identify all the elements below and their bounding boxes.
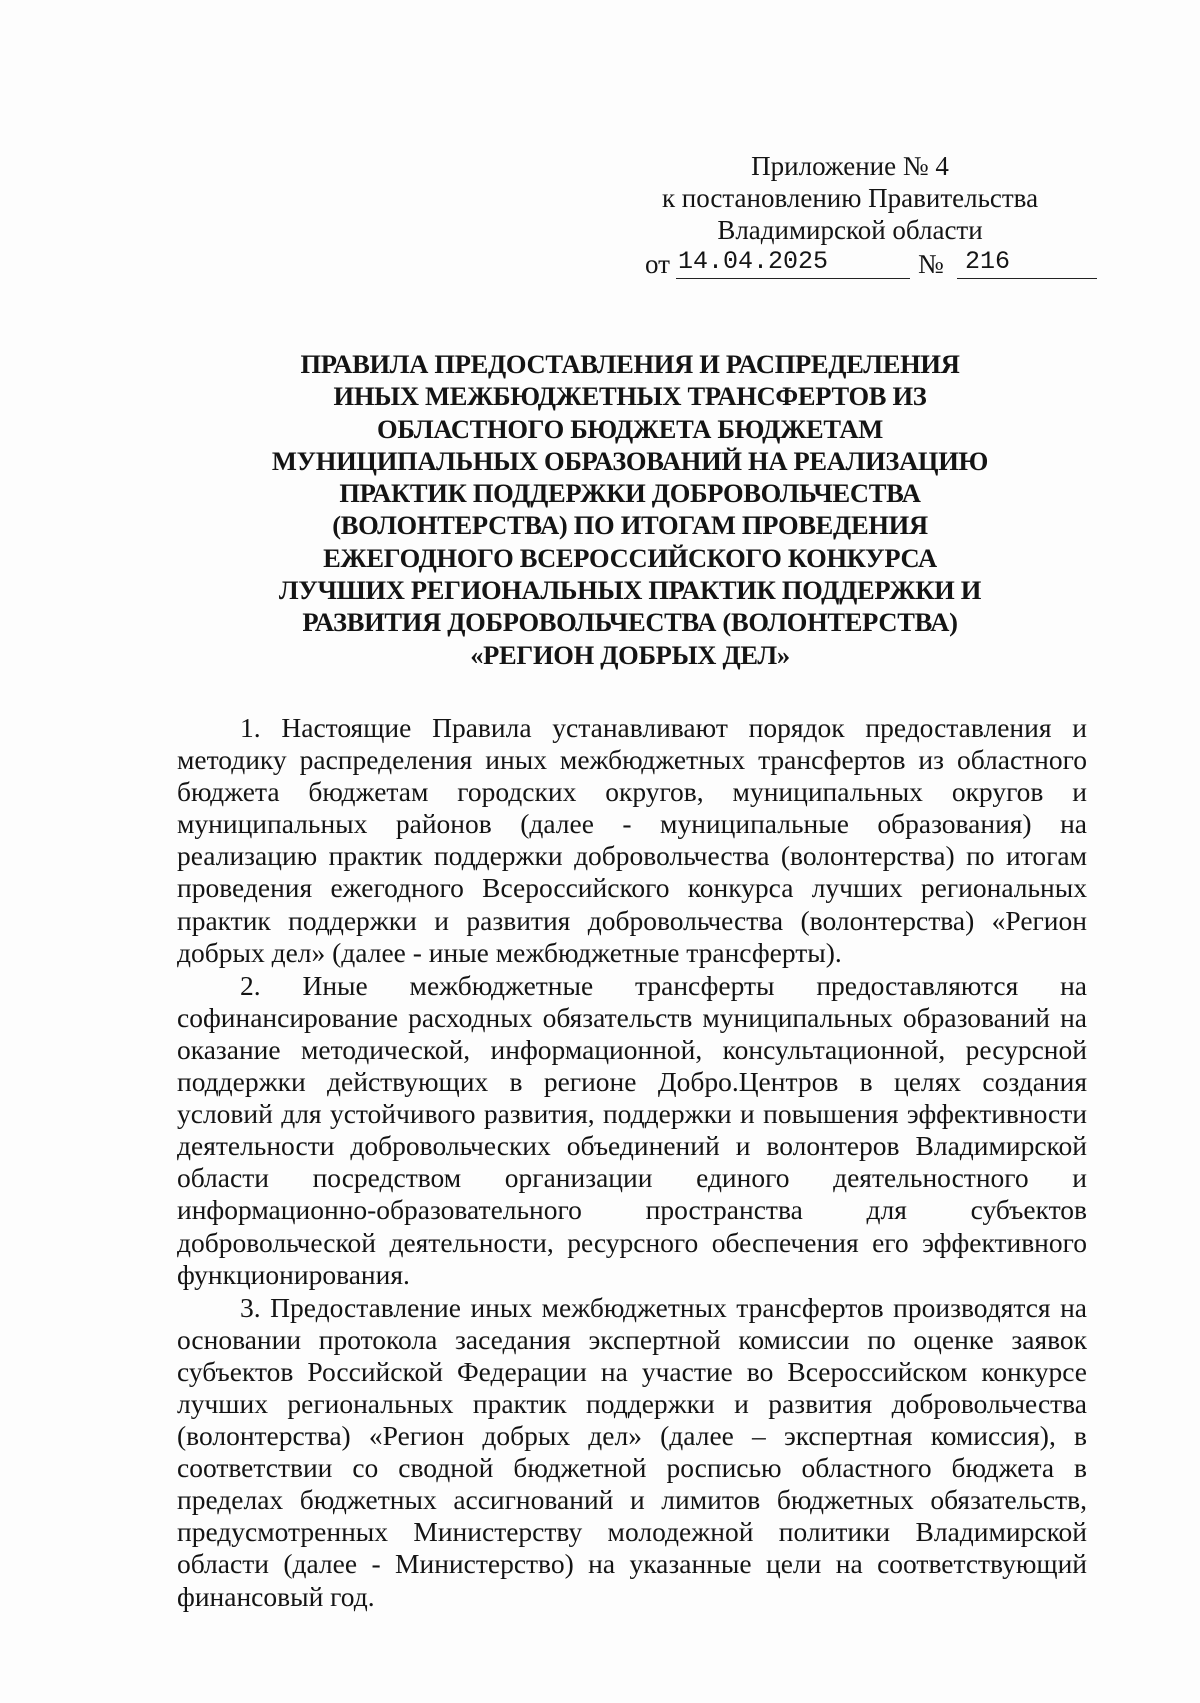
annex-number: Приложение № 4	[751, 151, 949, 181]
title-line: ПРАКТИК ПОДДЕРЖКИ ДОБРОВОЛЬЧЕСТВА	[339, 478, 921, 509]
title-line: РАЗВИТИЯ ДОБРОВОЛЬЧЕСТВА (ВОЛОНТЕРСТВА)	[302, 607, 958, 638]
title-line: ИНЫХ МЕЖБЮДЖЕТНЫХ ТРАНСФЕРТОВ ИЗ	[333, 381, 927, 412]
title-line: ЕЖЕГОДНОГО ВСЕРОССИЙСКОГО КОНКУРСА	[323, 542, 937, 573]
date-prefix: от	[645, 249, 670, 279]
annex-header	[600, 150, 1100, 282]
annex-date-line	[600, 248, 1100, 282]
title-line: ОБЛАСТНОГО БЮДЖЕТА БЮДЖЕТАМ	[377, 413, 883, 444]
title-line: ПРАВИЛА ПРЕДОСТАВЛЕНИЯ И РАСПРЕДЕЛЕНИЯ	[300, 349, 960, 379]
title-line: «РЕГИОН ДОБРЫХ ДЕЛ»	[470, 639, 790, 670]
paragraph-2: 2. Иные межбюджетные трансферты предоставляются на софинансирование расходных обязательств муниципальных образований на оказание методической, информационной, консультационной, ресурсной поддержки действующих в регионе Добро.Центров в целях создания условий для устойчивого развития, поддержки и повышения эффективности деятельности добровольческих объединений и волонтеров Владимирской области посредством организации единого деятельностного и информационно-образовательного пространства для субъектов добровольческой деятельности, ресурсного обеспечения его эффективного функционирования.	[177, 969, 1087, 1290]
paragraph-3: 3. Предоставление иных межбюджетных трансфертов производятся на основании протокола заседания экспертной комиссии по оценке заявок субъектов Российской Федерации на участие во Всероссийском конкурсе лучших региональных практик поддержки и развития добровольчества (волонтерства) «Регион добрых дел» (далее – экспертная комиссия), в соответствии со сводной бюджетной росписью областного бюджета в пределах бюджетных ассигнований и лимитов бюджетных обязательств, предусмотренных Министерству молодежной политики Владимирской области (далее - Министерство) на указанные цели на соответствующий финансовый год.	[177, 1291, 1087, 1612]
paragraph-1: 1. Настоящие Правила устанавливают порядок предоставления и методику распределения иных межбюджетных трансфертов из областного бюджета бюджетам городских округов, муниципальных округов и муниципальных районов (далее - муниципальные образования) на реализацию практик поддержки добровольчества (волонтерства) по итогам проведения ежегодного Всероссийского конкурса лучших региональных практик поддержки и развития добровольчества (волонтерства) «Регион добрых дел» (далее - иные межбюджетные трансферты).	[177, 712, 1087, 968]
title-line: МУНИЦИПАЛЬНЫХ ОБРАЗОВАНИЙ НА РЕАЛИЗАЦИЮ	[271, 445, 989, 476]
title-line: ЛУЧШИХ РЕГИОНАЛЬНЫХ ПРАКТИК ПОДДЕРЖКИ И	[278, 575, 982, 606]
document-title	[170, 348, 1090, 671]
annex-resolution-reference: к постановлению Правительства	[661, 183, 1039, 213]
resolution-number: 216	[957, 246, 1097, 279]
number-sign: №	[918, 249, 944, 279]
resolution-date: 14.04.2025	[676, 246, 910, 279]
annex-region: Владимирской области	[717, 215, 983, 245]
title-line: (ВОЛОНТЕРСТВА) ПО ИТОГАМ ПРОВЕДЕНИЯ	[332, 510, 928, 541]
document-body	[177, 712, 1087, 1613]
